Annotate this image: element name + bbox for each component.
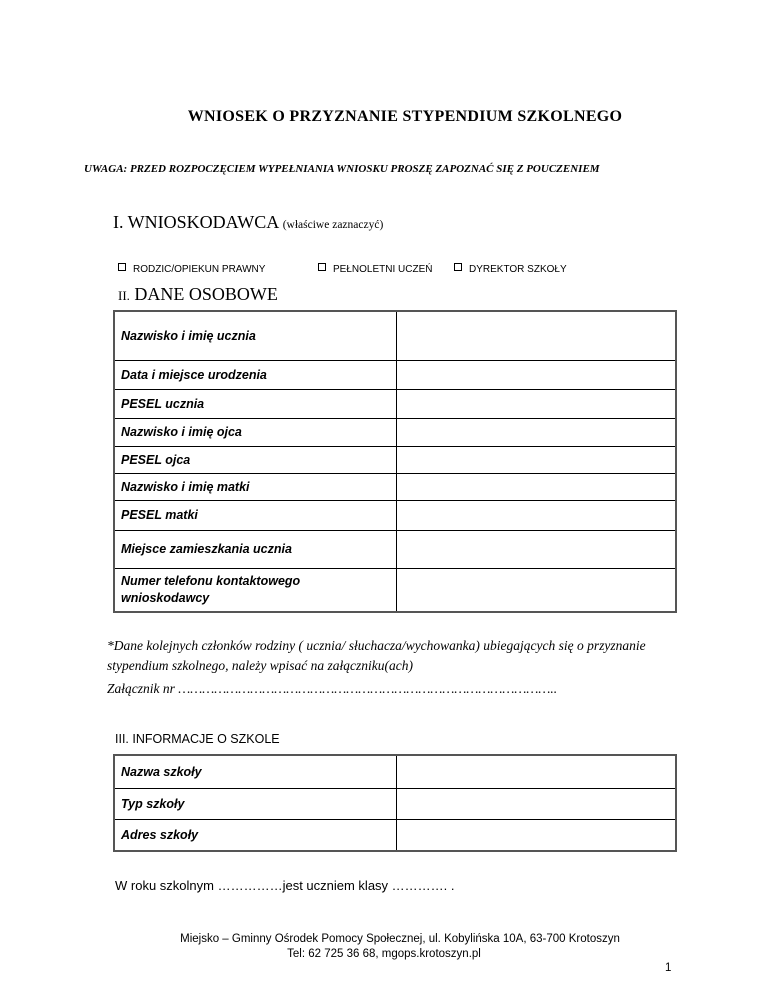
table-row (114, 788, 676, 819)
table-row (114, 473, 676, 500)
table-row (114, 311, 676, 360)
section-2-number: II. (118, 288, 130, 303)
input-field[interactable] (396, 500, 676, 530)
section-1-heading (113, 212, 383, 233)
family-note: *Dane kolejnych członków rodziny ( ucznia/ słuchacza/wychowanka) ubiegających się o przyznanie stypendium szkolnego, należy wpisać na załączniku(ach) (107, 638, 646, 673)
annex-line: Załącznik nr ………………………………………………………………………………….. (107, 681, 558, 696)
table-row (114, 500, 676, 530)
input-field[interactable] (396, 755, 676, 788)
input-field[interactable] (396, 530, 676, 568)
school-info-table (113, 754, 677, 852)
row-label: Miejsce zamieszkania ucznia (114, 530, 396, 568)
table-row (114, 819, 676, 851)
input-field[interactable] (396, 473, 676, 500)
checkbox-icon[interactable] (318, 263, 326, 271)
section-1-note: (właściwe zaznaczyć) (282, 219, 384, 231)
input-field[interactable] (396, 311, 676, 360)
table-row (114, 530, 676, 568)
input-field[interactable] (396, 568, 676, 612)
table-row (114, 418, 676, 446)
row-label: PESEL ojca (114, 446, 396, 473)
input-field[interactable] (396, 389, 676, 418)
row-label: Nazwisko i imię ojca (114, 418, 396, 446)
table-row (114, 360, 676, 389)
checkbox-icon[interactable] (118, 263, 126, 271)
option-parent[interactable] (118, 263, 265, 275)
row-label: PESEL matki (114, 500, 396, 530)
section-3-heading: III. INFORMACJE O SZKOLE (115, 732, 280, 746)
option-label: RODZIC/OPIEKUN PRAWNY (133, 264, 266, 275)
warning-text: UWAGA: PRZED ROZPOCZĘCIEM WYPEŁNIANIA WNIOSKU PROSZĘ ZAPOZNAĆ SIĘ Z POUCZENIEM (84, 163, 600, 175)
form-title: WNIOSEK O PRZYZNANIE STYPENDIUM SZKOLNEGO (187, 108, 623, 125)
table-row (114, 389, 676, 418)
section-2-title: DANE OSOBOWE (134, 284, 278, 304)
row-label: Typ szkoły (114, 788, 396, 819)
input-field[interactable] (396, 788, 676, 819)
row-label: Numer telefonu kontaktowego wnioskodawcy (114, 568, 396, 612)
table-row (114, 755, 676, 788)
row-label: Adres szkoły (114, 819, 396, 851)
option-label: PEŁNOLETNI UCZEŃ (333, 264, 433, 275)
row-label: PESEL ucznia (114, 389, 396, 418)
input-field[interactable] (396, 360, 676, 389)
option-label: DYREKTOR SZKOŁY (469, 264, 567, 275)
option-school-director[interactable] (454, 263, 567, 275)
table-row (114, 568, 676, 612)
input-field[interactable] (396, 819, 676, 851)
row-label: Nazwisko i imię matki (114, 473, 396, 500)
input-field[interactable] (396, 446, 676, 473)
page-number: 1 (665, 962, 672, 974)
school-year-line: W roku szkolnym ……………jest uczniem klasy …………. . (115, 878, 455, 893)
footer-contact: Tel: 62 725 36 68, mgops.krotoszyn.pl (287, 948, 481, 960)
personal-data-table (113, 310, 677, 613)
row-label: Data i miejsce urodzenia (114, 360, 396, 389)
input-field[interactable] (396, 418, 676, 446)
footer-address: Miejsko – Gminny Ośrodek Pomocy Społecznej, ul. Kobylińska 10A, 63-700 Krotoszyn (180, 933, 620, 945)
section-1-title: I. WNIOSKODAWCA (113, 212, 279, 232)
row-label: Nazwisko i imię ucznia (114, 311, 396, 360)
checkbox-icon[interactable] (454, 263, 462, 271)
option-adult-student[interactable] (318, 263, 432, 275)
section-2-heading (118, 284, 278, 305)
table-row (114, 446, 676, 473)
row-label: Nazwa szkoły (114, 755, 396, 788)
